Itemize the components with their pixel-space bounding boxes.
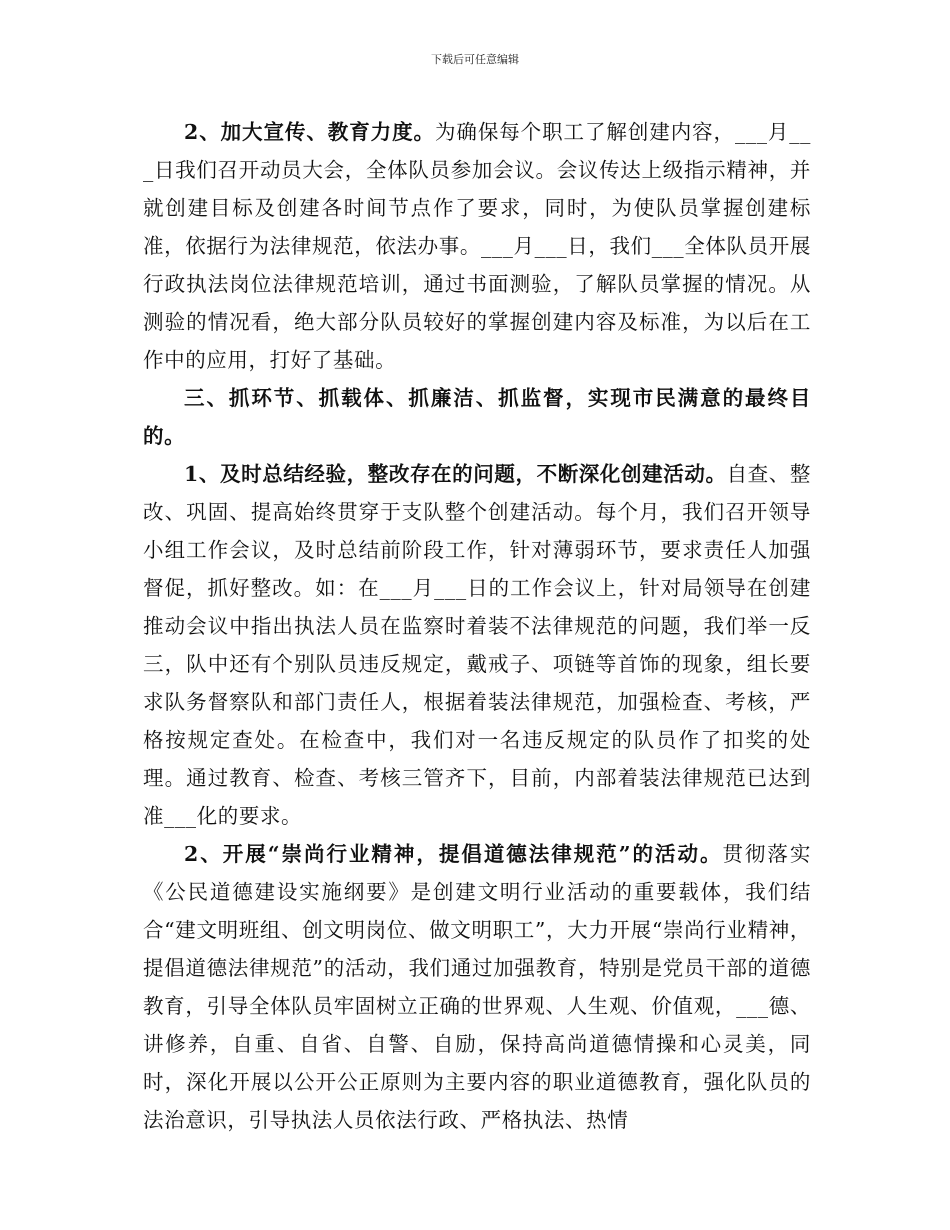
- paragraph-summarize-experience: [143, 455, 811, 835]
- section-heading-text: 三、抓环节、抓载体、抓廉洁、抓监督，实现市民满意的最终目的。: [143, 386, 811, 448]
- section-heading-three: [143, 379, 811, 455]
- paragraph-text: 为确保每个职工了解创建内容，___月___日我们召开动员大会，全体队员参加会议。会议传达上级指示精神，并就创建目标及创建各时间节点作了要求，同时，为使队员掌握创建标准，依据行为法律规范，依法办事。___月___日，我们___全体队员开展行政执法岗位法律规范培训，通过书面测验，了解队员掌握的情况。从测验的情况看，绝大部分队员较好的掌握创建内容及标准，为以后在工作中的应用，打好了基础。: [143, 120, 812, 372]
- paragraph-publicity-education: [143, 113, 811, 379]
- paragraph-industry-spirit: [143, 835, 811, 1139]
- page-header-note: 下载后可任意编辑: [431, 53, 519, 66]
- paragraph-heading: 1、及时总结经验，整改存在的问题，不断深化创建活动。: [184, 462, 727, 486]
- paragraph-text: 自查、整改、巩固、提高始终贯穿于支队整个创建活动。每个月，我们召开领导小组工作会议，及时总结前阶段工作，针对薄弱环节，要求责任人加强督促，抓好整改。如：在___月___日的工作会议上，针对局领导在创建推动会议中指出执法人员在监察时着装不法律规范的问题，我们举一反三，队中还有个别队员违反规定，戴戒子、项链等首饰的现象，组长要求队务督察队和部门责任人，根据着装法律规范，加强检查、考核，严格按规定查处。在检查中，我们对一名违反规定的队员作了扣奖的处理。通过教育、检查、考核三管齐下，目前，内部着装法律规范已达到准___化的要求。: [143, 462, 811, 828]
- paragraph-heading: 2、加大宣传、教育力度。: [184, 120, 435, 144]
- document-body: [143, 113, 811, 1139]
- paragraph-text: 贯彻落实《公民道德建设实施纲要》是创建文明行业活动的重要载体，我们结合“建文明班组、创文明岗位、做文明职工”，大力开展“崇尚行业精神，提倡道德法律规范”的活动，我们通过加强教育，特别是党员干部的道德教育，引导全体队员牢固树立正确的世界观、人生观、价值观，___德、讲修养，自重、自省、自警、自励，保持高尚道德情操和心灵美，同时，深化开展以公开公正原则为主要内容的职业道德教育，强化队员的法治意识，引导执法人员依法行政、严格执法、热情: [143, 842, 811, 1132]
- paragraph-heading: 2、开展“崇尚行业精神，提倡道德法律规范”的活动。: [184, 842, 723, 866]
